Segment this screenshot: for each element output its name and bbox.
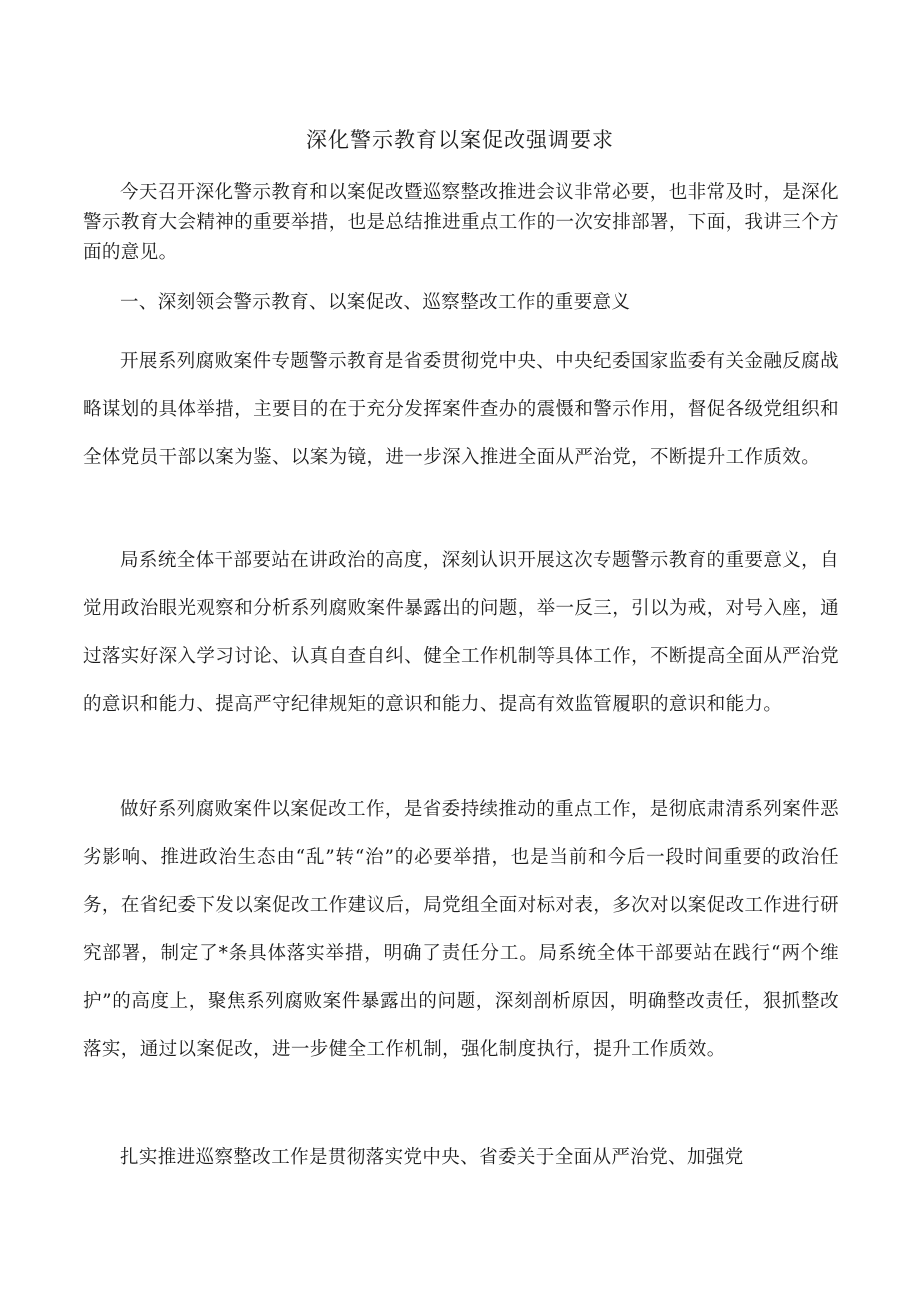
- body-paragraph-2: 局系统全体干部要站在讲政治的高度，深刻认识开展这次专题警示教育的重要意义，自觉用政治眼光观察和分析系列腐败案件暴露出的问题，举一反三，引以为戒，对号入座，通过落实好深入学习讨论、认真自查自纠、健全工作机制等具体工作，不断提高全面从严治党的意识和能力、提高严守纪律规矩的意识和能力、提高有效监管履职的意识和能力。: [83, 550, 840, 715]
- document-title: 深化警示教育以案促改强调要求: [306, 128, 614, 152]
- intro-paragraph: 今天召开深化警示教育和以案促改暨巡察整改推进会议非常必要，也非常及时，是深化警示教育大会精神的重要举措，也是总结推进重点工作的一次安排部署，下面，我讲三个方面的意见。: [83, 182, 840, 263]
- body-paragraph-1: 开展系列腐败案件专题警示教育是省委贯彻党中央、中央纪委国家监委有关金融反腐战略谋划的具体举措，主要目的在于充分发挥案件查办的震慑和警示作用，督促各级党组织和全体党员干部以案为鉴、以案为镜，进一步深入推进全面从严治党，不断提升工作质效。: [83, 351, 840, 468]
- body-paragraph-3: 做好系列腐败案件以案促改工作，是省委持续推动的重点工作，是彻底肃清系列案件恶劣影响、推进政治生态由“乱”转“治”的必要举措，也是当前和今后一段时间重要的政治任务，在省纪委下发以案促改工作建议后，局党组全面对标对表，多次对以案促改工作进行研究部署，制定了*条具体落实举措，明确了责任分工。局系统全体干部要站在践行“两个维护”的高度上，聚焦系列腐败案件暴露出的问题，深刻剖析原因，明确整改责任，狠抓整改落实，通过以案促改，进一步健全工作机制，强化制度执行，提升工作质效。: [83, 799, 840, 1060]
- body-paragraph-4: 扎实推进巡察整改工作是贯彻落实党中央、省委关于全面从严治党、加强党: [120, 1147, 744, 1168]
- section-heading: 一、深刻领会警示教育、以案促改、巡察整改工作的重要意义: [120, 292, 631, 313]
